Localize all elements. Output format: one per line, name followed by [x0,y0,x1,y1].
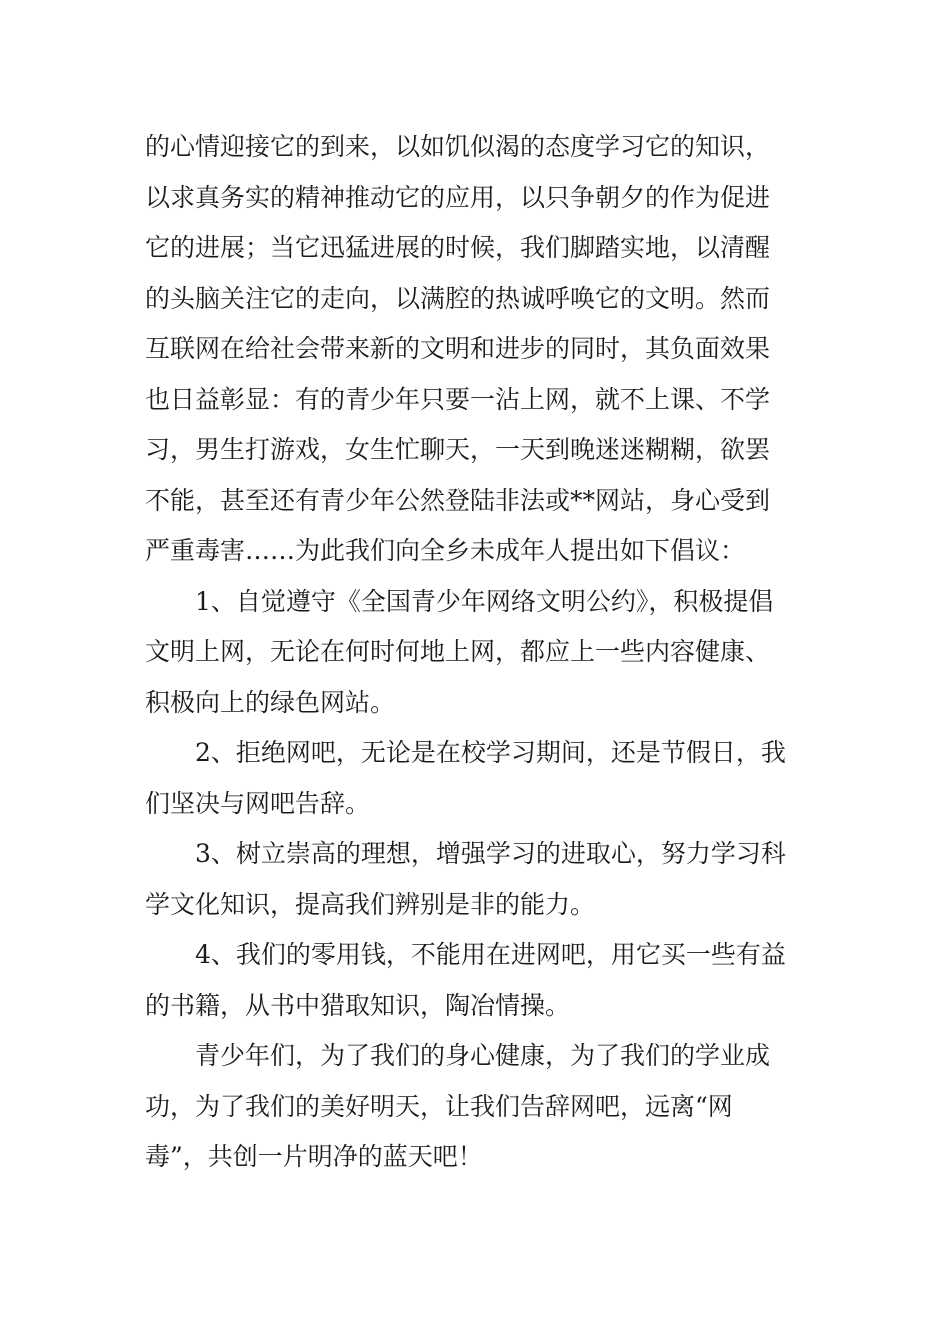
text-line-5: 互联网在给社会带来新的文明和进步的同时，其负面效果 [145,334,771,363]
text-line-21: 毒”，共创一片明净的蓝天吧！ [145,1142,483,1171]
text-line-16: 学文化知识，提高我们辨别是非的能力。 [145,889,596,919]
text-line-4: 的头脑关注它的走向，以满腔的热诚呼唤它的文明。然而 [145,283,771,313]
text-line-17: 4、我们的零用钱，不能用在进网吧，用它买一些有益 [195,940,786,969]
text-line-7: 习，男生打游戏，女生忙聊天，一天到晚迷迷糊糊，欲罢 [145,435,771,464]
text-line-9: 严重毒害……为此我们向全乡未成年人提出如下倡议： [145,536,746,565]
text-line-12: 积极向上的绿色网站。 [145,687,396,717]
text-line-20: 功，为了我们的美好明天，让我们告辞网吧，远离“网 [145,1091,733,1121]
text-line-8: 不能，甚至还有青少年公然登陆非法或**网站，身心受到 [145,485,771,515]
text-line-3: 它的进展；当它迅猛进展的时候，我们脚踏实地，以清醒 [145,233,771,262]
text-line-19: 青少年们，为了我们的身心健康，为了我们的学业成 [195,1041,771,1070]
text-line-18: 的书籍，从书中猎取知识，陶冶情操。 [145,990,571,1020]
text-line-14: 们坚决与网吧告辞。 [145,788,371,818]
text-line-10: 1、自觉遵守《全国青少年网络文明公约》，积极提倡 [195,586,774,616]
text-line-15: 3、树立崇高的理想，增强学习的进取心，努力学习科 [195,839,786,868]
text-line-1: 的心情迎接它的到来，以如饥似渴的态度学习它的知识， [145,132,771,161]
text-line-11: 文明上网，无论在何时何地上网，都应上一些内容健康、 [145,637,771,666]
document-body [145,122,815,1183]
text-line-6: 也日益彰显：有的青少年只要一沾上网，就不上课、不学 [145,384,771,414]
text-line-2: 以求真务实的精神推动它的应用，以只争朝夕的作为促进 [145,182,771,212]
text-line-13: 2、拒绝网吧，无论是在校学习期间，还是节假日，我 [195,738,786,767]
